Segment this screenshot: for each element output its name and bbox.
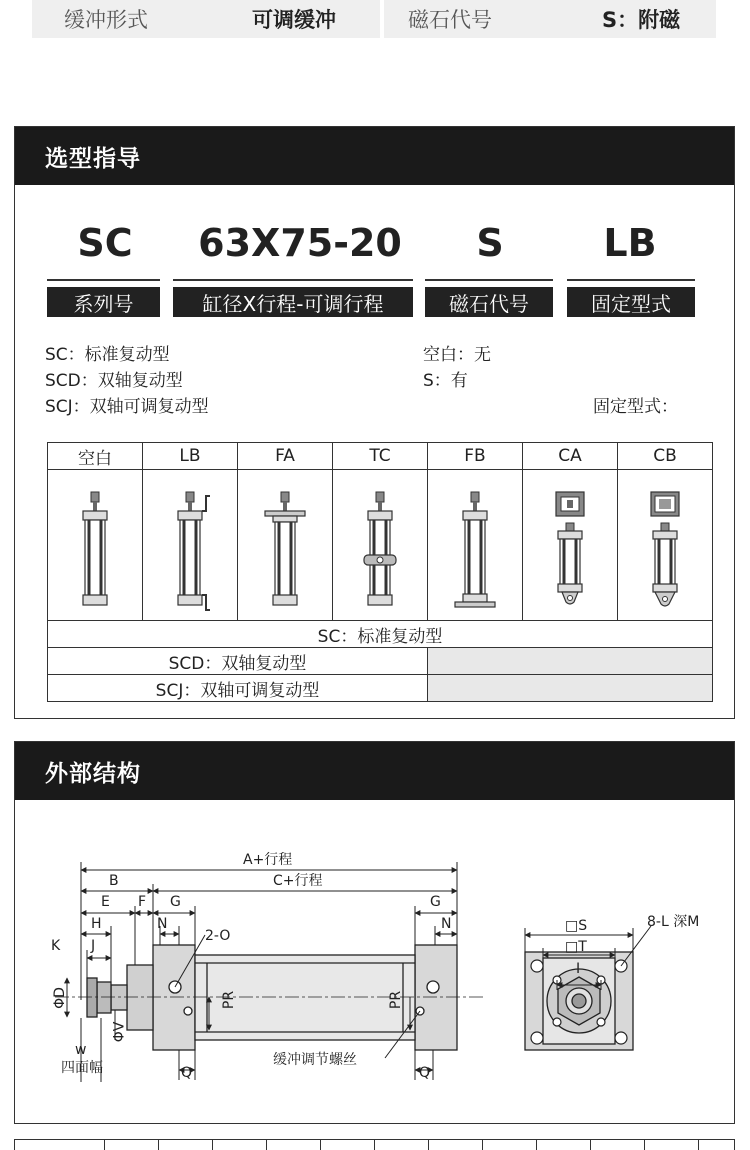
cylinder-fb-icon xyxy=(428,470,522,615)
spec-value-magnet: S：附磁 xyxy=(564,0,716,38)
label-cushion-screw: 缓冲调节螺丝 xyxy=(273,1052,357,1068)
tag-series: 系列号 xyxy=(47,287,160,317)
applicability-scd: SCD：双轴复动型 xyxy=(48,648,428,675)
mount-label: 固定型式： xyxy=(593,397,678,417)
code-series: SC xyxy=(77,221,133,265)
cylinder-fa-icon xyxy=(238,470,332,615)
label-pr-right: PR xyxy=(388,990,405,1010)
mount-header: FB xyxy=(428,443,523,470)
side-view-drawing xyxy=(15,800,736,1125)
label-g-right: G xyxy=(430,894,441,910)
series-desc xyxy=(45,342,209,420)
selection-guide-section xyxy=(14,126,735,719)
series-desc-scd: SCD：双轴复动型 xyxy=(45,371,183,391)
mount-header: LB xyxy=(143,443,238,470)
cylinder-ca-icon xyxy=(523,470,617,615)
label-k: K xyxy=(51,938,61,954)
spec-value-cushion: 可调缓冲 xyxy=(192,0,380,38)
code-bore-stroke: 63X75-20 xyxy=(198,221,402,265)
mount-image-cb xyxy=(618,470,713,621)
label-8-l: 8-L 深M xyxy=(647,914,700,930)
spec-label-cushion: 缓冲形式 xyxy=(32,0,192,38)
label-n-left: N xyxy=(157,916,168,932)
series-desc-sc: SC：标准复动型 xyxy=(45,345,170,365)
mount-header: 空白 xyxy=(48,443,143,470)
label-a-stroke: A+行程 xyxy=(243,852,293,868)
spec-label-magnet: 磁石代号 xyxy=(384,0,564,38)
label-e: E xyxy=(101,894,110,910)
label-sq-t: □T xyxy=(565,939,587,955)
label-four-face: 四面幅 xyxy=(61,1060,103,1076)
label-sq-s: □S xyxy=(565,918,588,934)
magnet-desc-none: 空白：无 xyxy=(423,345,491,365)
selection-guide-title: 选型指导 xyxy=(15,127,734,185)
label-w: w xyxy=(75,1042,87,1058)
applicability-scd-gray xyxy=(428,648,713,675)
bottom-table xyxy=(14,1139,735,1150)
label-h: H xyxy=(91,916,102,932)
label-c-stroke: C+行程 xyxy=(273,873,323,889)
cylinder-lb-icon xyxy=(143,470,237,615)
label-q-right: Q xyxy=(419,1065,431,1081)
mount-image-blank xyxy=(48,470,143,621)
cylinder-cb-icon xyxy=(618,470,712,615)
label-q-left: Q xyxy=(181,1065,193,1081)
mount-image-ca xyxy=(523,470,618,621)
code-magnet: S xyxy=(476,221,504,265)
label-pr-left: PR xyxy=(221,990,238,1010)
applicability-scj: SCJ：双轴可调复动型 xyxy=(48,675,428,702)
label-b: B xyxy=(109,873,119,889)
tag-magnet: 磁石代号 xyxy=(425,287,553,317)
applicability-scj-gray xyxy=(428,675,713,702)
cylinder-tc-icon xyxy=(333,470,427,615)
mount-image-lb xyxy=(143,470,238,621)
tag-mount: 固定型式 xyxy=(567,287,695,317)
mount-table xyxy=(47,442,713,702)
mount-header: CB xyxy=(618,443,713,470)
label-phi-d: ΦD xyxy=(51,987,68,1009)
label-f: F xyxy=(138,894,147,910)
label-i: I xyxy=(576,961,581,977)
mount-header: TC xyxy=(333,443,428,470)
mount-image-fa xyxy=(238,470,333,621)
tag-bore-stroke: 缸径X行程-可调行程 xyxy=(173,287,413,317)
label-g-left: G xyxy=(170,894,181,910)
cylinder-blank-icon xyxy=(48,470,142,615)
magnet-desc xyxy=(423,342,491,394)
applicability-sc: SC：标准复动型 xyxy=(48,621,713,648)
mount-header: CA xyxy=(523,443,618,470)
label-2-o: 2-O xyxy=(205,928,231,944)
mount-header: FA xyxy=(238,443,333,470)
structure-section xyxy=(14,741,735,1124)
magnet-desc-yes: S：有 xyxy=(423,371,468,391)
spec-strip xyxy=(32,0,716,38)
structure-title: 外部结构 xyxy=(15,742,734,800)
label-phi-v: ΦV xyxy=(111,1021,128,1043)
mount-image-fb xyxy=(428,470,523,621)
mount-image-tc xyxy=(333,470,428,621)
label-n-right: N xyxy=(441,916,452,932)
series-desc-scj: SCJ：双轴可调复动型 xyxy=(45,397,209,417)
label-j: J xyxy=(91,938,96,954)
code-mount: LB xyxy=(603,221,657,265)
